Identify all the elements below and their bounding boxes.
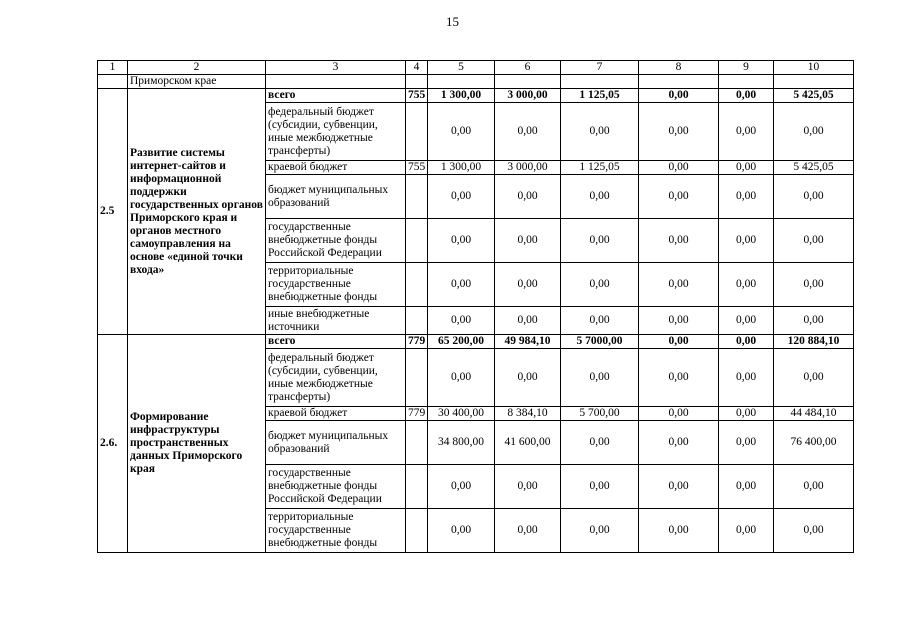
section-number: 2.5 [98, 89, 128, 335]
value-cell: 0,00 [774, 349, 854, 407]
value-cell: 0,00 [719, 263, 774, 307]
source-label: федеральный бюджет (субсидии, субвенции, иные межбюджетные трансферты) [266, 349, 406, 407]
value-cell: 0,00 [774, 219, 854, 263]
code-cell [406, 219, 428, 263]
value-cell: 0,00 [774, 103, 854, 161]
code-cell [406, 465, 428, 509]
value-cell: 0,00 [639, 263, 719, 307]
value-cell: 0,00 [428, 307, 495, 335]
source-label: бюджет муниципальных образований [266, 421, 406, 465]
value-cell: 0,00 [719, 219, 774, 263]
value-cell: 0,00 [495, 465, 561, 509]
value-cell: 0,00 [719, 407, 774, 421]
value-cell: 120 884,10 [774, 335, 854, 349]
value-cell: 0,00 [428, 263, 495, 307]
code-cell [406, 103, 428, 161]
value-cell: 0,00 [495, 509, 561, 553]
value-cell: 0,00 [639, 307, 719, 335]
code-cell [406, 509, 428, 553]
source-label: государственные внебюджетные фонды Российской Федерации [266, 465, 406, 509]
value-cell: 0,00 [639, 89, 719, 103]
budget-table [97, 60, 854, 553]
value-cell: 0,00 [719, 307, 774, 335]
value-cell: 1 125,05 [561, 89, 639, 103]
value-cell: 0,00 [719, 421, 774, 465]
value-cell: 0,00 [495, 263, 561, 307]
header-cell: 5 [428, 61, 495, 75]
value-cell: 0,00 [639, 219, 719, 263]
value-cell: 3 000,00 [495, 161, 561, 175]
code-cell: 779 [406, 407, 428, 421]
header-cell: 2 [128, 61, 266, 75]
value-cell: 76 400,00 [774, 421, 854, 465]
value-cell: 5 425,05 [774, 161, 854, 175]
value-cell: 41 600,00 [495, 421, 561, 465]
value-cell: 0,00 [719, 509, 774, 553]
value-cell: 0,00 [561, 307, 639, 335]
value-cell: 0,00 [774, 263, 854, 307]
value-cell: 0,00 [639, 349, 719, 407]
code-cell: 755 [406, 161, 428, 175]
header-cell: 3 [266, 61, 406, 75]
source-label: краевой бюджет [266, 161, 406, 175]
header-cell: 4 [406, 61, 428, 75]
value-cell: 0,00 [495, 307, 561, 335]
value-cell: 0,00 [639, 509, 719, 553]
value-cell: 1 300,00 [428, 161, 495, 175]
value-cell: 34 800,00 [428, 421, 495, 465]
value-cell: 0,00 [639, 407, 719, 421]
header-cell: 7 [561, 61, 639, 75]
code-cell [406, 175, 428, 219]
value-cell: 0,00 [495, 219, 561, 263]
value-cell: 5 700,00 [561, 407, 639, 421]
value-cell: 0,00 [719, 89, 774, 103]
source-label: всего [266, 89, 406, 103]
value-cell: 30 400,00 [428, 407, 495, 421]
source-label: всего [266, 335, 406, 349]
source-label: территориальные государственные внебюджетные фонды [266, 509, 406, 553]
value-cell: 49 984,10 [495, 335, 561, 349]
code-cell: 779 [406, 335, 428, 349]
header-cell: 1 [98, 61, 128, 75]
section-number: 2.6. [98, 335, 128, 553]
source-label: государственные внебюджетные фонды Российской Федерации [266, 219, 406, 263]
header-cell: 10 [774, 61, 854, 75]
value-cell: 0,00 [561, 263, 639, 307]
value-cell: 0,00 [639, 103, 719, 161]
code-cell [406, 349, 428, 407]
source-label: территориальные государственные внебюджетные фонды [266, 263, 406, 307]
header-cell: 8 [639, 61, 719, 75]
value-cell: 0,00 [428, 103, 495, 161]
value-cell: 0,00 [495, 349, 561, 407]
value-cell: 0,00 [428, 175, 495, 219]
value-cell: 0,00 [561, 103, 639, 161]
value-cell: 0,00 [719, 335, 774, 349]
value-cell: 0,00 [428, 509, 495, 553]
value-cell: 0,00 [774, 175, 854, 219]
value-cell: 0,00 [561, 175, 639, 219]
code-cell [406, 307, 428, 335]
header-row [98, 61, 854, 75]
value-cell: 1 300,00 [428, 89, 495, 103]
value-cell: 0,00 [495, 103, 561, 161]
value-cell: 0,00 [639, 335, 719, 349]
source-label: краевой бюджет [266, 407, 406, 421]
value-cell: 0,00 [774, 509, 854, 553]
value-cell: 0,00 [561, 349, 639, 407]
value-cell: 0,00 [639, 161, 719, 175]
value-cell: 0,00 [719, 465, 774, 509]
value-cell: 0,00 [561, 465, 639, 509]
code-cell: 755 [406, 89, 428, 103]
value-cell: 0,00 [428, 465, 495, 509]
value-cell: 0,00 [639, 465, 719, 509]
value-cell: 0,00 [495, 175, 561, 219]
page-number: 15 [446, 14, 459, 29]
value-cell: 1 125,05 [561, 161, 639, 175]
value-cell: 44 484,10 [774, 407, 854, 421]
value-cell: 65 200,00 [428, 335, 495, 349]
value-cell: 0,00 [719, 349, 774, 407]
header-cell: 9 [719, 61, 774, 75]
source-label: бюджет муниципальных образований [266, 175, 406, 219]
value-cell: 3 000,00 [495, 89, 561, 103]
value-cell: 0,00 [639, 175, 719, 219]
value-cell: 0,00 [561, 509, 639, 553]
code-cell [406, 263, 428, 307]
section-name: Формирование инфраструктуры пространственных данных Приморского края [128, 335, 266, 553]
value-cell: 0,00 [719, 175, 774, 219]
value-cell: 0,00 [561, 421, 639, 465]
source-label: иные внебюджетные источники [266, 307, 406, 335]
table-row [98, 335, 854, 349]
value-cell: 0,00 [428, 219, 495, 263]
header-cell: 6 [495, 61, 561, 75]
value-cell: 0,00 [639, 421, 719, 465]
value-cell: 8 384,10 [495, 407, 561, 421]
continuation-row [98, 75, 854, 89]
value-cell: 0,00 [774, 307, 854, 335]
value-cell: 0,00 [428, 349, 495, 407]
source-label: федеральный бюджет (субсидии, субвенции, иные межбюджетные трансферты) [266, 103, 406, 161]
code-cell [406, 421, 428, 465]
section-name: Развитие системы интернет-сайтов и информационной поддержки государственных органов Приморского края и органов местного самоуправления на основе «единой точки входа» [128, 89, 266, 335]
table-row [98, 89, 854, 103]
value-cell: 0,00 [561, 219, 639, 263]
value-cell: 0,00 [719, 103, 774, 161]
value-cell: 0,00 [719, 161, 774, 175]
value-cell: 5 7000,00 [561, 335, 639, 349]
value-cell: 5 425,05 [774, 89, 854, 103]
value-cell: 0,00 [774, 465, 854, 509]
continuation-text: Приморском крае [128, 75, 266, 89]
